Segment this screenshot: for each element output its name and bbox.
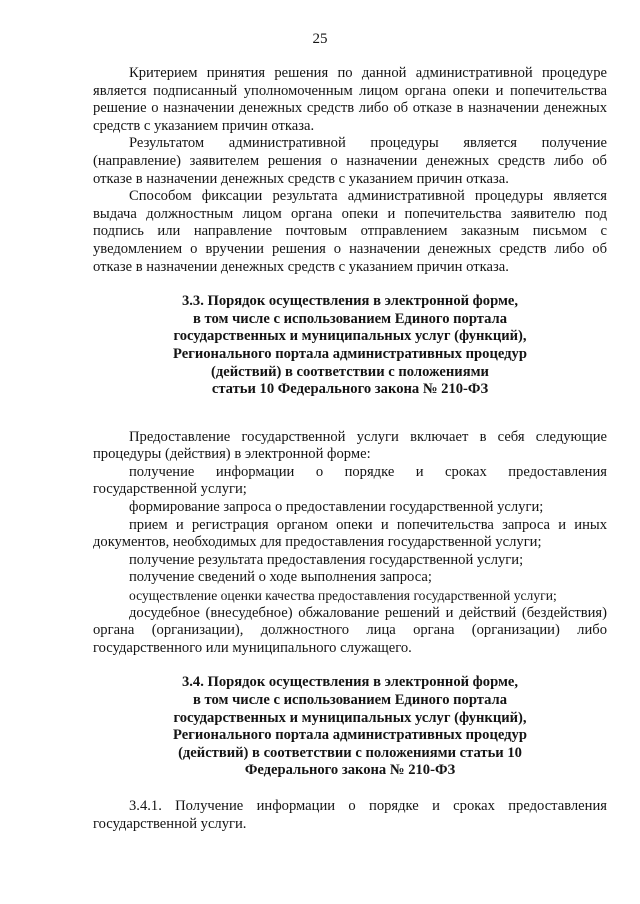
document-body [93,65,607,833]
section-heading-3-4 [93,674,607,780]
heading-line: статьи 10 Федерального закона № 210-ФЗ [211,381,489,398]
list-item: осуществление оценки качества предоставления государственной услуги; [129,588,557,604]
heading-line: (действий) в соответствии с положениями статьи 10 [178,744,522,761]
list-item: получение сведений о ходе выполнения запроса; [129,569,432,586]
heading-line: в том числе с использованием Единого портала [192,692,508,708]
paragraph-decision-criterion: Критерием принятия решения по данной административной процедуре является подписанный уполномоченным лицом органа опеки и попечительства решение о назначении денежных средств либо об отказе в назначении денежных средств с указанием причин отказа. [93,65,607,134]
paragraph-result-recording: Способом фиксации результата административной процедуры является выдача должностным лицом органа опеки и попечительства заявителю под подпись или направление почтовым отправлением заказным письмом с уведомлением о вручении решения о назначении денежных средств либо об отказе в назначении денежных средств с указанием причин отказа. [93,188,607,275]
section-heading-3-3 [93,293,607,399]
paragraph-3-4-1: 3.4.1. Получение информации о порядке и сроках предоставления государственной услуги. [93,797,607,832]
list-item: прием и регистрация органом опеки и попечительства запроса и иных документов, необходимых для предоставления государственной услуги; [93,516,607,551]
list-item: формирование запроса о предоставлении государственной услуги; [129,499,544,516]
page-number: 25 [312,31,328,47]
list-item: получение результата предоставления государственной услуги; [129,551,524,568]
list-item: досудебное (внесудебное) обжалование решений и действий (бездействия) органа (организации), должностного лица органа (организации) либо государственного или муниципального служащего. [93,604,607,656]
heading-line: Федерального закона № 210-ФЗ [244,762,456,779]
heading-line: Регионального портала административных процедур [173,345,527,362]
heading-line: государственных и муниципальных услуг (функций), [173,709,527,726]
heading-line: в том числе с использованием Единого портала [192,310,508,327]
paragraph-service-procedures-intro: Предоставление государственной услуги включает в себя следующие процедуры (действия) в электронной форме: [93,428,607,463]
list-item: получение информации о порядке и сроках предоставления государственной услуги; [93,463,607,498]
heading-line: (действий) в соответствии с положениями [211,363,489,380]
heading-line: государственных и муниципальных услуг (функций), [173,328,527,345]
heading-line: Регионального портала административных процедур [173,727,527,744]
heading-line: 3.4. Порядок осуществления в электронной форме, [181,674,519,691]
heading-line: 3.3. Порядок осуществления в электронной форме, [181,293,519,310]
paragraph-procedure-result: Результатом административной процедуры является получение (направление) заявителем решения о назначении денежных средств либо об отказе в назначении денежных средств с указанием причин отказа. [93,135,607,187]
